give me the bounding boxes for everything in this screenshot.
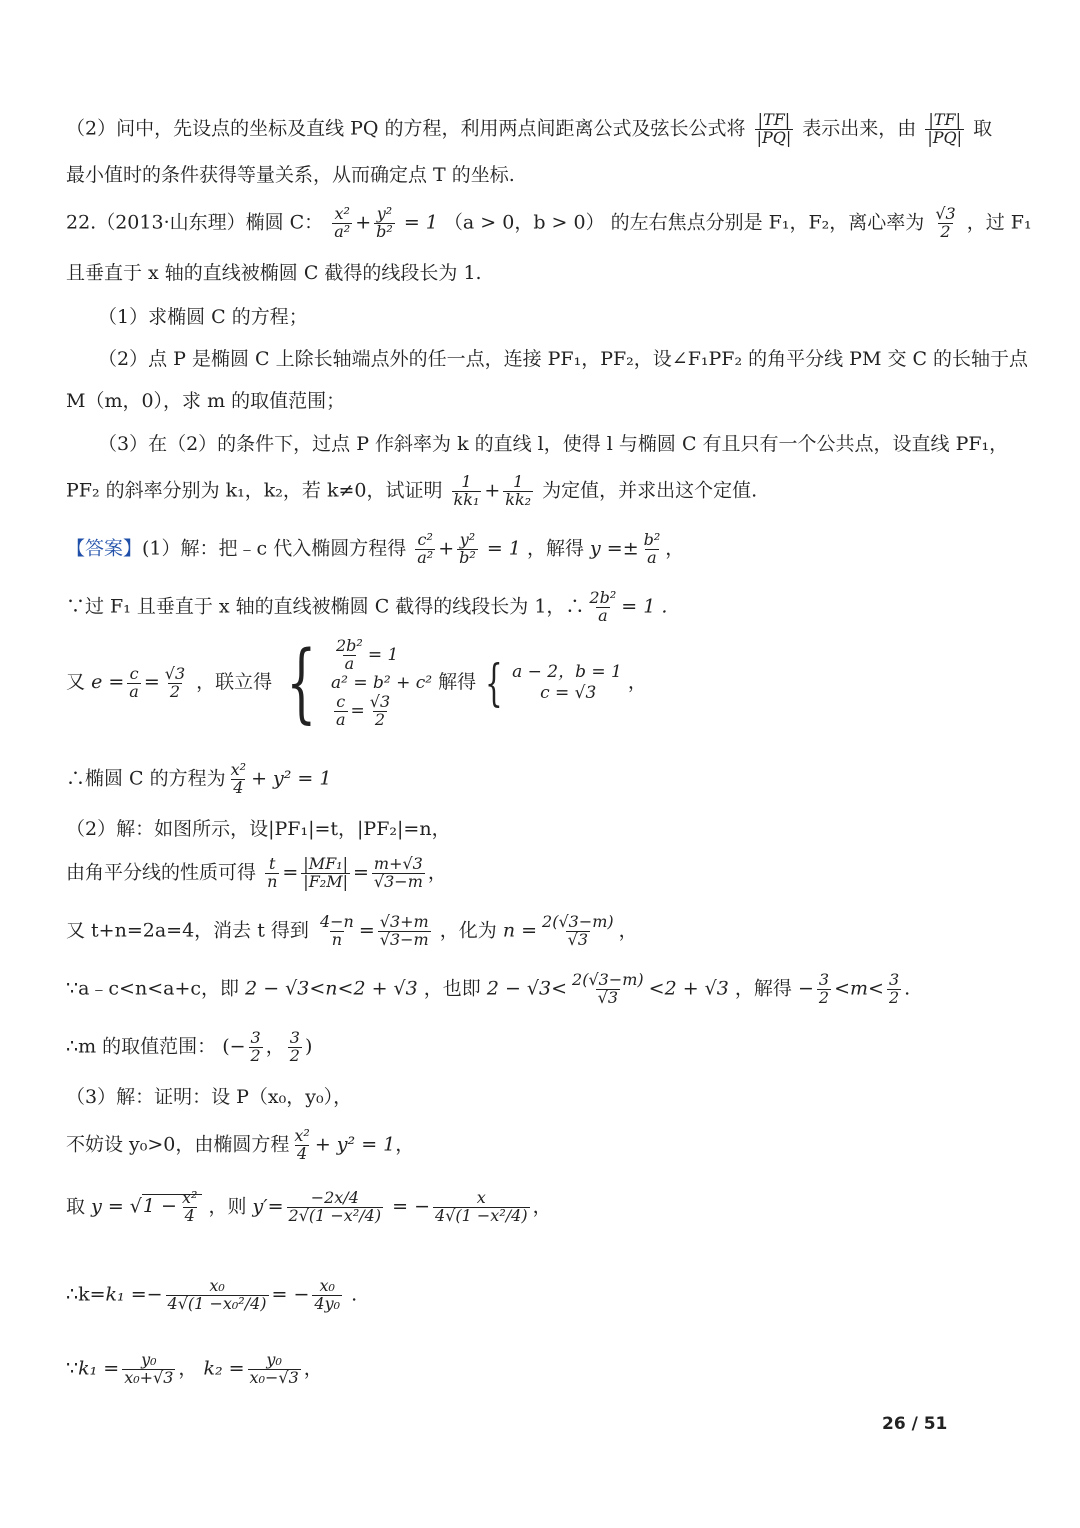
brace-icon: { [286, 633, 317, 734]
text-line: 不妨设 y₀>0，由椭圆方程 $\frac{\text{x²}}{4}$ + y² = 1， [66, 1126, 415, 1163]
answer-tag: 【答案】 [66, 537, 143, 560]
problem-22-header: 22.（2013·山东理）椭圆 C： $\frac{\text{x²}}{\text{a²}}$ + $\frac{\text{y²}}{\text{b²}}$ = 1 （a > 0，b > 0） 的左右焦点分别是 F₁，F₂，离心率为 $\frac{√3}{2}$ ，过 F₁ [66, 204, 1032, 241]
text-line: （3）解：证明：设 P（x₀，y₀）， [66, 1086, 353, 1108]
text-line: （2）点 P 是椭圆 C 上除长轴端点外的任一点，连接 PF₁，PF₂，设∠F₁PF₂ 的角平分线 PM 交 C 的长轴于点 [98, 348, 1029, 370]
text-line: 又 t+n=2a=4，消去 t 得到 $\frac{4-n}{n}$ = $\frac{√3+m}{√3-m}$ ，化为 n = $\frac{2(√3-m)}{√3}$ ， [66, 912, 638, 949]
text-line: ∵k₁ = $\frac{\text{y₀}}{\text{x₀+√3}}$ ， k₂ = $\frac{\text{y₀}}{\text{x₀−√3}}$ ， [66, 1350, 323, 1387]
fraction: $\frac{\text{c²}}{\text{a²}}$ [417, 530, 434, 567]
equation-system: $\frac{\text{2b²}}{a}$ = 1 a² = b² + c² $\frac{c}{a}$ = $\frac{√3}{2}$ [331, 636, 433, 729]
fraction-tf-pq: $\frac{|TF|}{|PQ|}$ [756, 110, 792, 147]
text-line: 由角平分线的性质可得 $\frac{t}{n}$ = $\frac{\text{|MF₁|}}{\text{|F₂M|}}$ = $\frac{m+√3}{√3-m}$ ， [66, 854, 447, 891]
text-segment: 取 [973, 117, 993, 140]
fraction: $\frac{1}{\text{kk₂}}$ [505, 472, 532, 509]
text-line: M（m，0），求 m 的取值范围； [66, 390, 346, 412]
text-line: ∴m 的取值范围： (− $\frac{3}{2}$ ， $\frac{3}{2}$ ) [66, 1028, 313, 1065]
text-line: 取 y = √1 − $\frac{\text{x²}}{4}$ ，则 y′= $\frac{-2x/4}{\text{2√(1 −x²/4)}}$ = − $\frac{x}{\text{4√(1 −x²/4)}}$ ， [66, 1188, 552, 1225]
text-segment: （2）问中，先设点的坐标及直线 PQ 的方程，利用两点间距离公式及弦长公式将 [66, 117, 746, 140]
text-segment: 表示出来，由 [802, 117, 917, 140]
text-line: ∵a﹣c<n<a+c，即 2 − √3<n<2 + √3 ，也即 2 − √3< $\frac{2(√3-m)}{√3}$ <2 + √3 ，解得 − $\frac{3}{2}$ <m< $\frac{3}{2}$ . [66, 970, 911, 1007]
fraction: $\frac{\text{2b²}}{a}$ [589, 588, 617, 625]
text-line: ∴k=k₁ =− $\frac{\text{x₀}}{\text{4√(1 −x₀²/4)}}$ = − $\frac{\text{x₀}}{\text{4y₀}}$ . [66, 1276, 358, 1313]
fraction: $\frac{\text{y²}}{\text{b²}}$ [376, 204, 393, 241]
page-number: 26 / 51 [882, 1414, 948, 1434]
text-line: PF₂ 的斜率分别为 k₁，k₂，若 k≠0，试证明 $\frac{1}{\text{kk₁}}$ + $\frac{1}{\text{kk₂}}$ 为定值，并求出这个定值. [66, 472, 758, 509]
equation-system: a − 2，b = 1 c = √3 [512, 661, 622, 704]
text-line: ∵过 F₁ 且垂直于 x 轴的直线被椭圆 C 截得的线段长为 1，∴ $\frac{\text{2b²}}{a}$ = 1 . [66, 588, 668, 625]
fraction: $\frac{\text{b²}}{a}$ [643, 530, 661, 567]
fraction: $\frac{√3}{2}$ [935, 204, 956, 241]
text-line [66, 112, 992, 147]
fraction: $\frac{\text{y²}}{\text{b²}}$ [459, 530, 476, 567]
text-line: （3）在（2）的条件下，过点 P 作斜率为 k 的直线 l，使得 l 与椭圆 C 有且只有一个公共点，设直线 PF₁， [98, 433, 1009, 455]
brace-icon: { [485, 654, 503, 713]
system-line: 又 e = $\frac{c}{a}$ = $\frac{√3}{2}$ ，联立得 { $\frac{\text{2b²}}{a}$ = 1 a² = b² + c² $\frac{c}{a}$ = $\frac{√3}{2}$ 解得 { a − 2，b = 1 c = √3 ， [66, 633, 647, 734]
text-line: 最小值时的条件获得等量关系，从而确定点 T 的坐标. [66, 164, 515, 186]
answer-line: 【答案】(1）解：把﹣c 代入椭圆方程得 $\frac{\text{c²}}{\text{a²}}$ + $\frac{\text{y²}}{\text{b²}}$ = 1 ，解得 y =± $\frac{\text{b²}}{a}$ ， [66, 530, 685, 567]
text-line: ∴椭圆 C 的方程为 $\frac{\text{x²}}{4}$ + y² = 1 [66, 760, 332, 797]
fraction: $\frac{\text{x²}}{\text{a²}}$ [334, 204, 351, 241]
text-line: （1）求椭圆 C 的方程； [98, 306, 308, 328]
text-line: 且垂直于 x 轴的直线被椭圆 C 截得的线段长为 1. [66, 262, 482, 284]
fraction-tf-pq: $\frac{|TF|}{|PQ|}$ [927, 110, 963, 147]
text-line: （2）解：如图所示，设|PF₁|=t，|PF₂|=n， [66, 818, 451, 840]
fraction: $\frac{1}{\text{kk₁}}$ [453, 472, 480, 509]
